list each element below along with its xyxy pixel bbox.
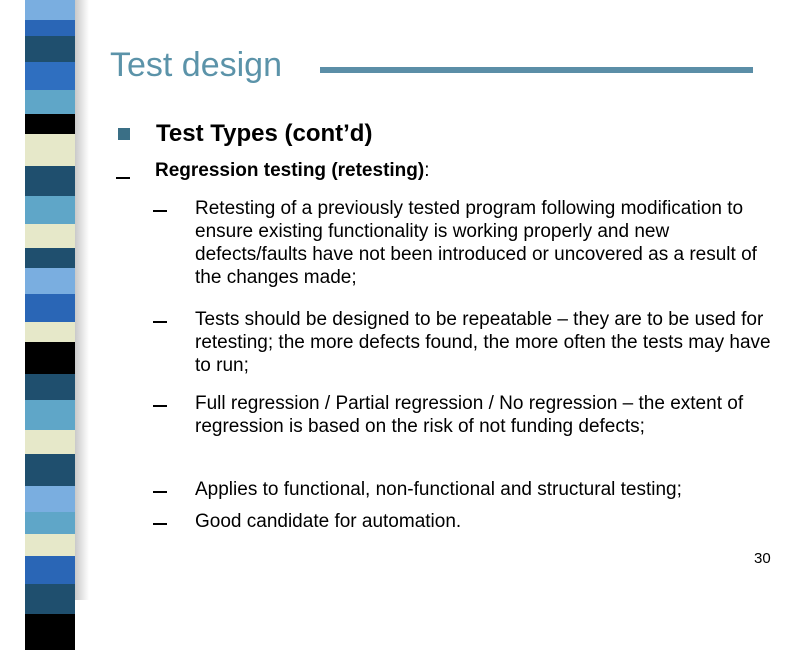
stripe <box>25 36 75 62</box>
list-item: Full regression / Partial regression / No regression – the extent of regression is based on the risk of not funding defects; <box>195 393 744 437</box>
stripe <box>25 584 75 614</box>
main-bullet-text: Test Types (cont’d) <box>156 120 373 147</box>
stripe <box>25 268 75 294</box>
stripe <box>25 534 75 556</box>
dash-bullet-icon <box>153 405 167 407</box>
stripe <box>25 224 75 248</box>
list-item: Tests should be designed to be repeatable – they are to be used for retesting; the more defects found, the more often the tests may have to run; <box>195 309 771 376</box>
stripe <box>25 486 75 512</box>
stripe <box>25 400 75 430</box>
stripe <box>25 166 75 196</box>
stripe <box>25 430 75 454</box>
page-number: 30 <box>754 550 771 567</box>
slide-title: Test design <box>110 46 282 84</box>
stripe <box>25 248 75 268</box>
dash-bullet-icon <box>153 321 167 323</box>
dash-bullet-icon <box>116 177 130 179</box>
sub-heading <box>155 160 430 182</box>
title-rule <box>320 67 753 73</box>
stripe <box>25 342 75 374</box>
sub-heading-suffix: : <box>424 160 430 181</box>
list-item: Applies to functional, non-functional and structural testing; <box>195 479 682 500</box>
strip-shadow <box>75 0 89 600</box>
stripe <box>25 196 75 224</box>
stripe <box>25 614 75 650</box>
stripe <box>25 322 75 342</box>
main-bullet <box>118 120 372 148</box>
sub-heading-bold: Regression testing (retesting) <box>155 160 425 181</box>
stripe <box>25 556 75 584</box>
list-item: Good candidate for automation. <box>195 511 462 532</box>
stripe <box>25 454 75 486</box>
dash-bullet-icon <box>153 210 167 212</box>
stripe <box>25 114 75 134</box>
stripe <box>25 90 75 114</box>
stripe <box>25 134 75 166</box>
list-item: Retesting of a previously tested program following modification to ensure existing functionality is working properly and new defects/faults have not been introduced or uncovered as a result of the changes made; <box>195 198 757 288</box>
stripe <box>25 512 75 534</box>
side-decoration-strip <box>25 0 75 600</box>
dash-bullet-icon <box>153 523 167 525</box>
dash-bullet-icon <box>153 491 167 493</box>
stripe <box>25 20 75 36</box>
stripe <box>25 294 75 322</box>
stripe <box>25 62 75 90</box>
stripe <box>25 0 75 20</box>
square-bullet-icon <box>118 128 130 140</box>
stripe <box>25 374 75 400</box>
